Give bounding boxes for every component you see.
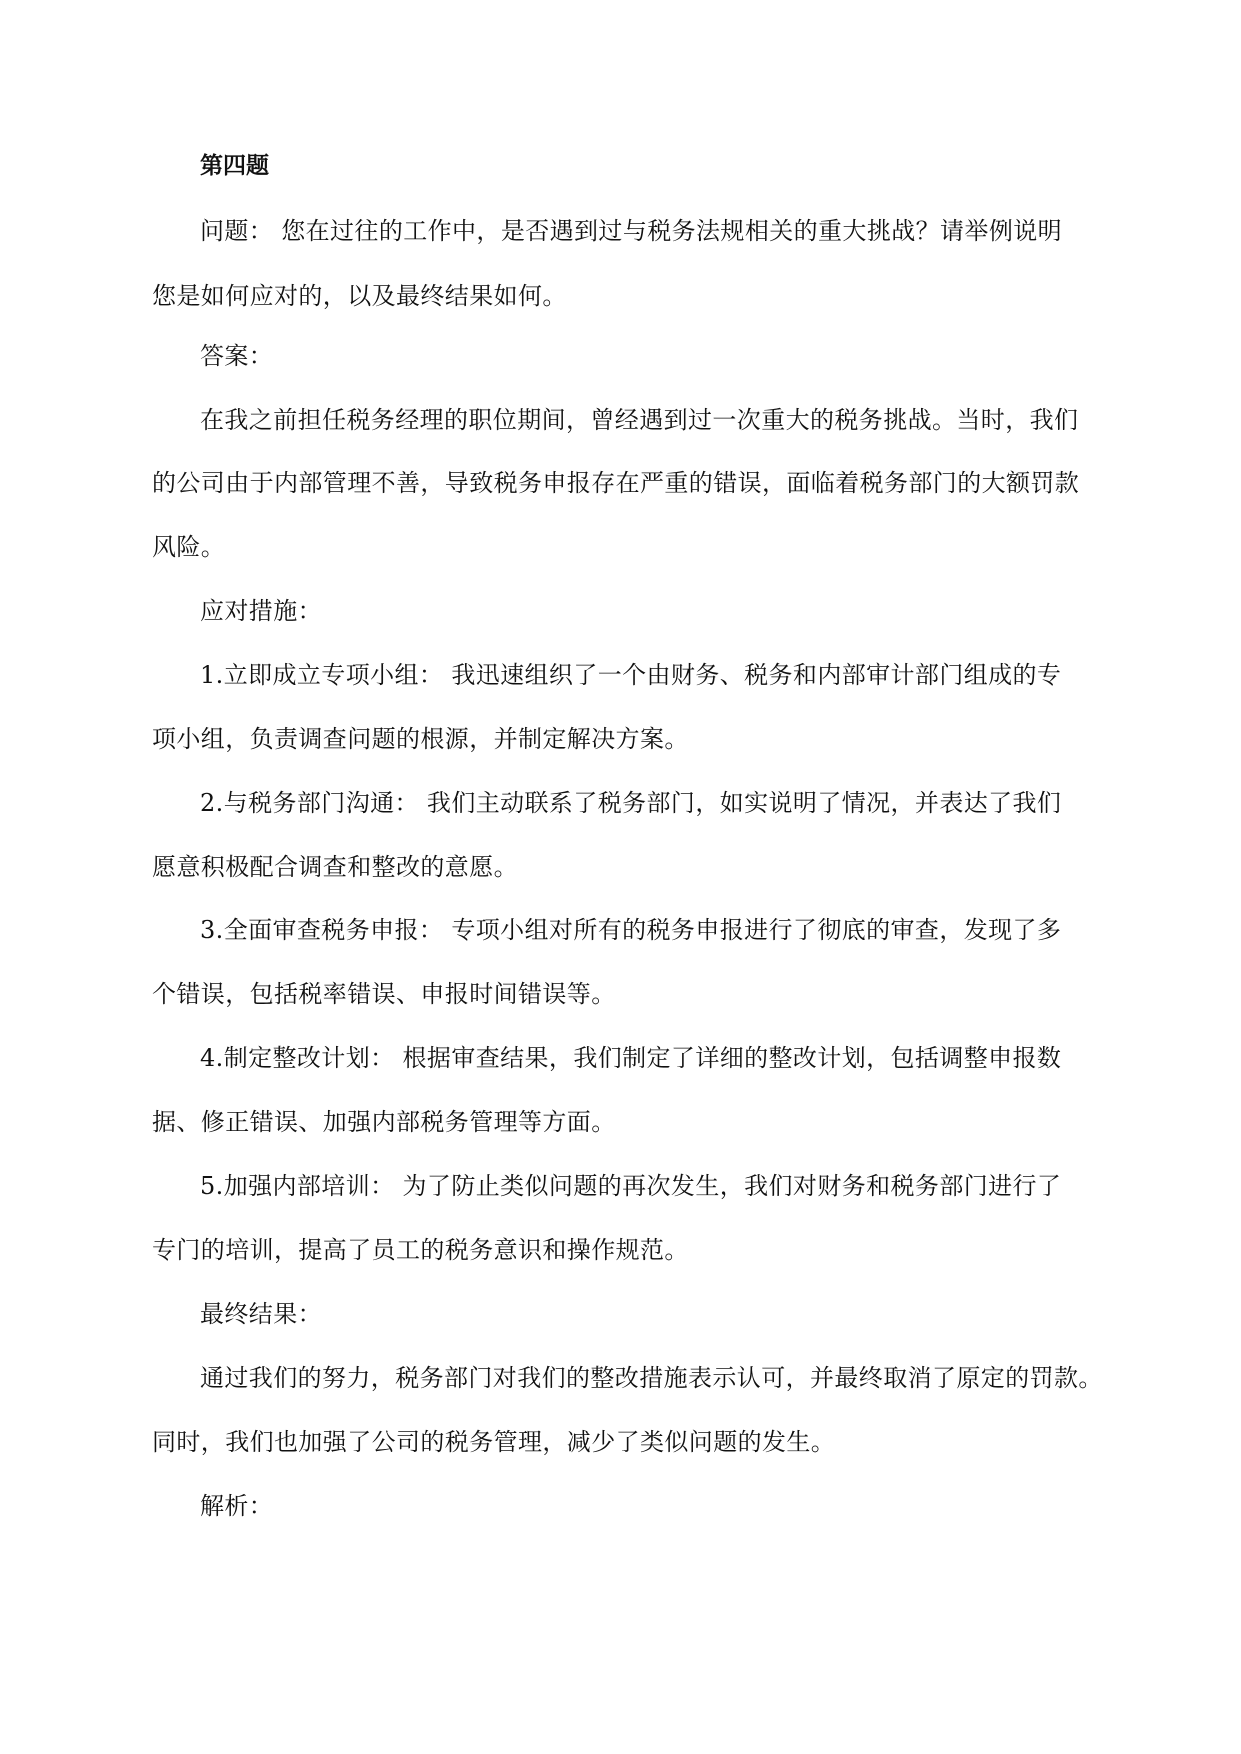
answer-label: 答案： — [200, 342, 274, 370]
question-line-2: 您是如何应对的，以及最终结果如何。 — [152, 282, 567, 310]
question-line-1: 问题： 您在过往的工作中，是否遇到过与税务法规相关的重大挑战？请举例说明 — [200, 217, 1063, 245]
result-line-2: 同时，我们也加强了公司的税务管理，减少了类似问题的发生。 — [152, 1428, 836, 1456]
measure-2-line-2: 愿意积极配合调查和整改的意愿。 — [152, 853, 518, 881]
measure-5-line-1: 5.加强内部培训： 为了防止类似问题的再次发生，我们对财务和税务部门进行了 — [200, 1172, 1062, 1200]
measure-3-line-2: 个错误，包括税率错误、申报时间错误等。 — [152, 980, 616, 1008]
measure-1-line-2: 项小组，负责调查问题的根源，并制定解决方案。 — [152, 725, 689, 753]
measure-2-line-1: 2.与税务部门沟通： 我们主动联系了税务部门，如实说明了情况，并表达了我们 — [200, 789, 1062, 817]
measures-label: 应对措施： — [200, 597, 322, 625]
section-heading: 第四题 — [200, 152, 269, 179]
result-label: 最终结果： — [200, 1300, 322, 1328]
measure-3-line-1: 3.全面审查税务申报： 专项小组对所有的税务申报进行了彻底的审查，发现了多 — [200, 916, 1062, 944]
intro-line-2: 的公司由于内部管理不善，导致税务申报存在严重的错误，面临着税务部门的大额罚款 — [152, 469, 1080, 497]
intro-line-3: 风险。 — [152, 533, 226, 561]
measure-5-line-2: 专门的培训，提高了员工的税务意识和操作规范。 — [152, 1236, 689, 1264]
analysis-label: 解析： — [200, 1492, 274, 1520]
measure-4-line-2: 据、修正错误、加强内部税务管理等方面。 — [152, 1108, 616, 1136]
intro-line-1: 在我之前担任税务经理的职位期间，曾经遇到过一次重大的税务挑战。当时，我们 — [200, 406, 1079, 434]
measure-4-line-1: 4.制定整改计划： 根据审查结果，我们制定了详细的整改计划，包括调整申报数 — [200, 1044, 1062, 1072]
measure-1-line-1: 1.立即成立专项小组： 我迅速组织了一个由财务、税务和内部审计部门组成的专 — [200, 661, 1062, 689]
result-line-1: 通过我们的努力，税务部门对我们的整改措施表示认可，并最终取消了原定的罚款。 — [200, 1364, 1103, 1392]
